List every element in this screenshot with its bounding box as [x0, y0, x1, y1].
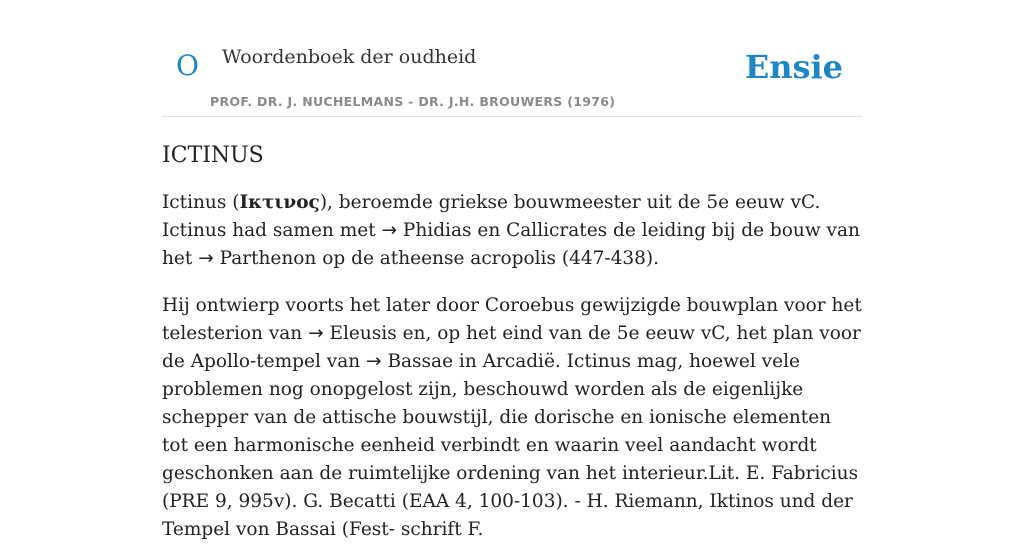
link-label: Bassae — [387, 351, 454, 373]
letter-index[interactable]: O — [176, 49, 199, 82]
authors: PROF. DR. J. NUCHELMANS - DR. J.H. BROUWERS (1976) — [210, 94, 616, 109]
link-eleusis[interactable] — [308, 323, 397, 344]
link-label: Phidias — [402, 220, 472, 242]
page-title: ICTINUS — [162, 143, 264, 168]
link-label: Parthenon — [219, 248, 317, 270]
link-bassae[interactable] — [366, 351, 453, 372]
text: ), beroemde griekse bouwmeester uit de 5e eeuw vC. Ictinus had samen met — [162, 192, 821, 242]
brand-logo[interactable]: Ensie — [744, 48, 843, 86]
text: en Callicrates de leiding bij de bouw van het — [162, 220, 860, 270]
greek-name: Ικτινος — [239, 192, 320, 214]
link-parthenon[interactable] — [198, 248, 316, 269]
text: Hij ontwierp voorts het later door Coroebus gewijzigde bouwplan voor het telesterion van — [162, 295, 862, 345]
book-title[interactable]: Woordenboek der oudheid — [222, 46, 477, 68]
text: en, op het eind van de 5e eeuw vC, het plan voor de Apollo-tempel van — [162, 323, 861, 373]
text: Ictinus ( — [162, 192, 240, 214]
link-phidias[interactable] — [382, 220, 472, 241]
text: in Arcadië. Ictinus mag, hoewel vele problemen nog onopgelost zijn, beschouwd worden als de eigenlijke schepper van de attische bouwstijl, die dorische en ionische elementen tot een harmonische eenheid verbindt en waarin veel aandacht wordt geschonken aan de ruimtelijke ordening van het interieur.Lit. E. Fabricius (PRE 9, 995v). G. Becatti (EAA 4, 100-103). - H. Riemann, Iktinos und der Tempel von Bassai (Fest- schrift F. — [162, 351, 859, 541]
paragraph-1 — [162, 189, 862, 273]
arrow-right-icon: → — [198, 248, 214, 270]
arrow-right-icon: → — [308, 323, 324, 345]
text: op de atheense acropolis (447-438). — [316, 248, 660, 270]
header — [162, 0, 862, 117]
arrow-right-icon: → — [381, 220, 398, 242]
link-label: Eleusis — [329, 323, 397, 345]
page — [162, 0, 862, 544]
paragraph-2 — [162, 292, 862, 544]
arrow-right-icon: → — [366, 351, 382, 373]
